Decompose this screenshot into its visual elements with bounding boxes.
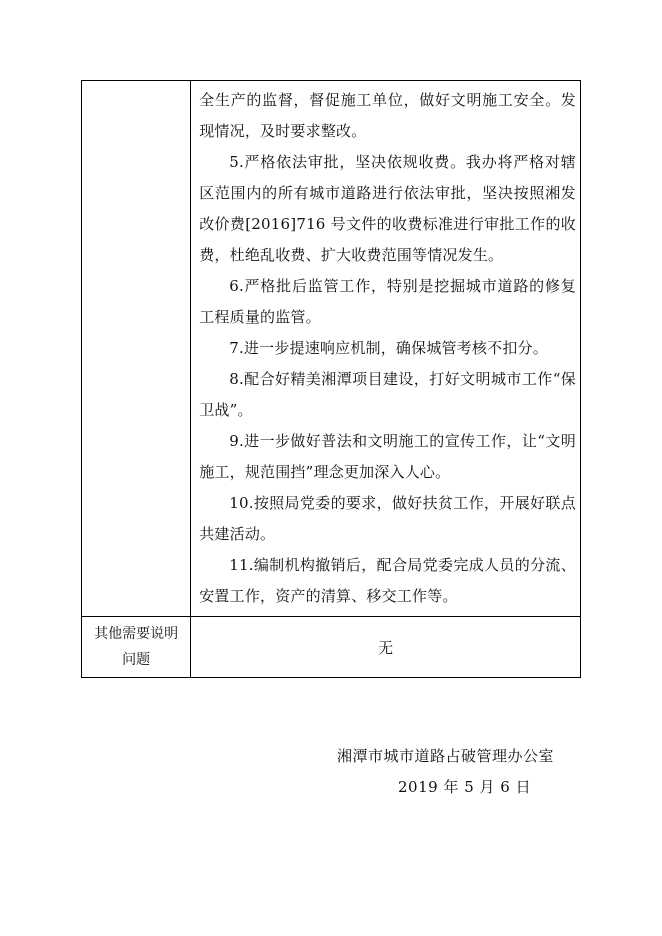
paragraph-item-8: 8.配合好精美湘潭项目建设，打好文明城市工作“保卫战”。 (199, 370, 576, 419)
paragraph-item-5: 5.严格依法审批，坚决依规收费。我办将严格对辖区范围内的所有城市道路进行依法审批，坚决按照湘发改价费[2016]716 号文件的收费标准进行审批工作的收费，杜绝乱收费、扩大收费范围等情况发生。 (199, 153, 576, 264)
paragraph-item-11: 11.编制机构撤销后，配合局党委完成人员的分流、安置工作，资产的清算、移交工作等。 (199, 556, 576, 605)
signature-organization: 湘潭市城市道路占破管理办公室 (337, 747, 555, 765)
paragraph-item-6: 6.严格批后监管工作，特别是挖掘城市道路的修复工程质量的监管。 (199, 277, 576, 326)
work-plan-row (82, 81, 581, 617)
work-plan-content-cell (191, 81, 581, 617)
report-table (81, 80, 581, 678)
other-notes-row (82, 617, 581, 678)
other-notes-value: 无 (191, 617, 581, 678)
signature-date: 2019 年 5 月 6 日 (398, 778, 532, 796)
other-notes-label-line2: 问题 (122, 652, 151, 668)
other-notes-label-line1: 其他需要说明 (94, 626, 179, 642)
paragraph-item-7: 7.进一步提速响应机制，确保城管考核不扣分。 (229, 339, 548, 357)
paragraph-item-9: 9.进一步做好普法和文明施工的宣传工作，让“文明施工，规范围挡”理念更加深入人心。 (199, 432, 576, 481)
paragraph-continuation: 全生产的监督，督促施工单位，做好文明施工安全。发现情况，及时要求整改。 (199, 91, 576, 140)
work-plan-label-cell (82, 81, 191, 617)
other-notes-label (82, 617, 191, 678)
paragraph-item-10: 10.按照局党委的要求，做好扶贫工作，开展好联点共建活动。 (199, 494, 576, 543)
